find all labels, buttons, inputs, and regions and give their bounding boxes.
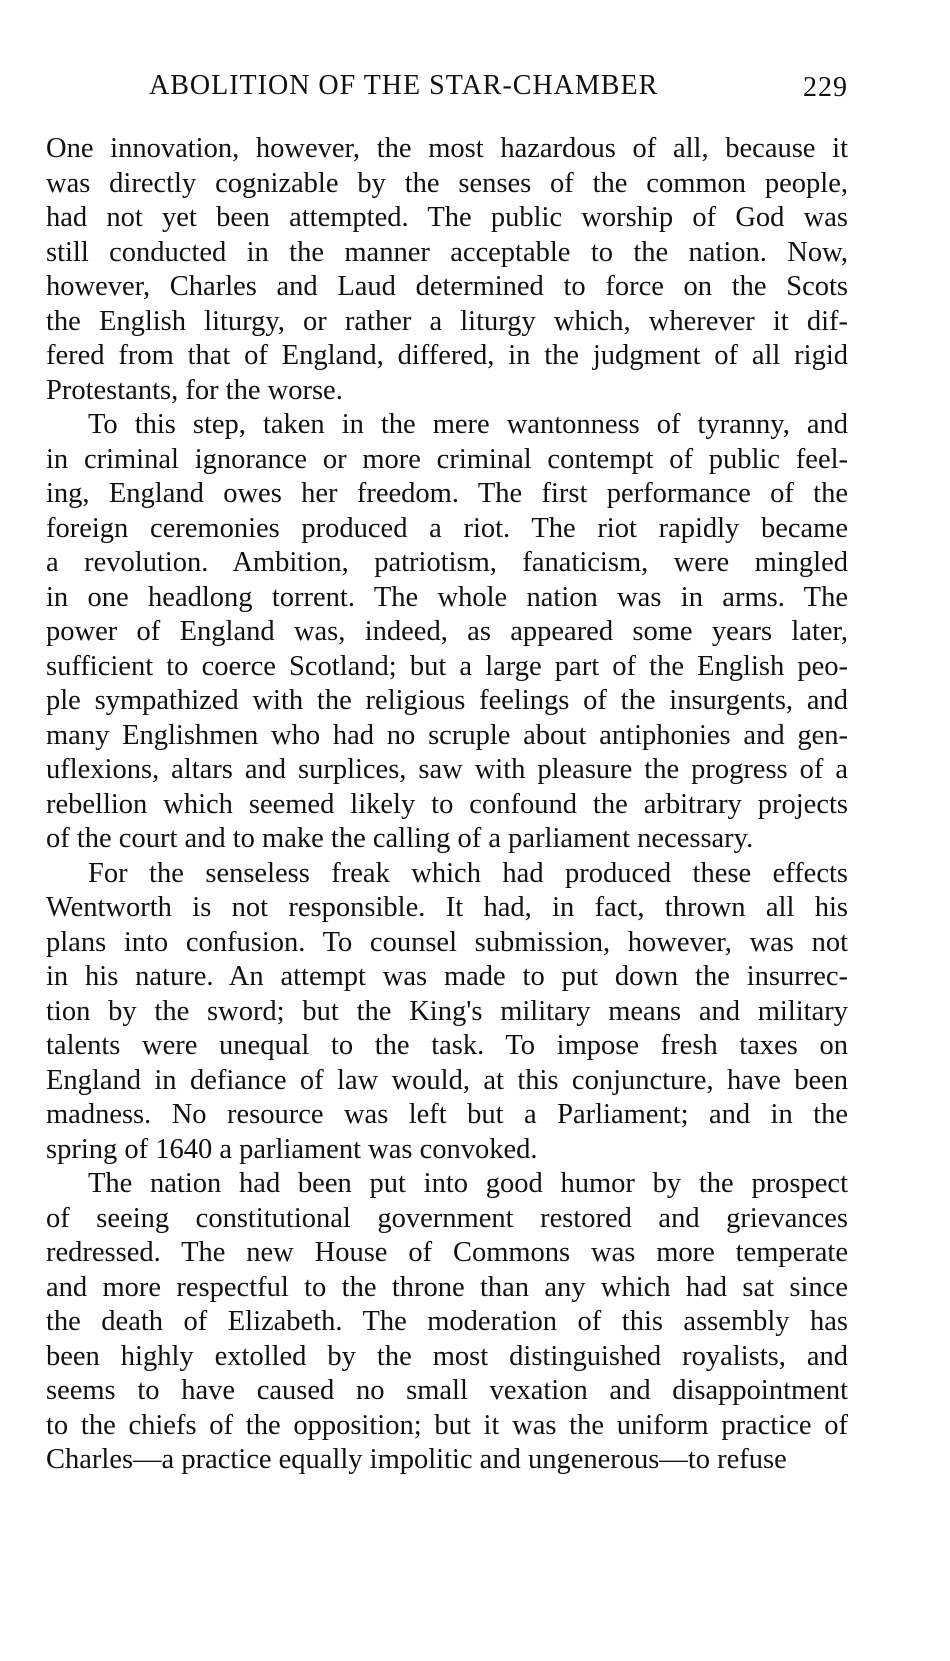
text-line: redressed. The new House of Commons was more temperate <box>46 1237 848 1268</box>
text-line: and more respectful to the throne than any which had sat since <box>46 1271 848 1303</box>
text-line: The nation had been put into good humor by the prospect <box>88 1168 848 1199</box>
paragraph <box>46 132 848 408</box>
text-line: a revolution. Ambition, patriotism, fanaticism, were mingled <box>46 547 848 578</box>
text-line: the English liturgy, or rather a liturgy which, wherever it dif- <box>46 305 848 337</box>
text-line: England in defiance of law would, at this conjuncture, have been <box>46 1064 848 1096</box>
text-line: tion by the sword; but the King's military means and military <box>46 995 848 1027</box>
text-line: of the court and to make the calling of a parliament necessary. <box>46 823 754 854</box>
text-line: however, Charles and Laud determined to force on the Scots <box>46 271 848 302</box>
text-line: For the senseless freak which had produced these effects <box>88 857 848 889</box>
text-line: sufficient to coerce Scotland; but a large part of the English peo- <box>46 650 848 682</box>
text-line: Protestants, for the worse. <box>46 374 343 406</box>
text-line: of seeing constitutional government restored and grievances <box>46 1202 848 1234</box>
text-line: madness. No resource was left but a Parliament; and in the <box>46 1099 848 1130</box>
text-line: spring of 1640 a parliament was convoked. <box>46 1133 538 1165</box>
text-line: the death of Elizabeth. The moderation of this assembly has <box>46 1306 848 1337</box>
paragraph <box>46 1167 848 1478</box>
paragraph <box>46 408 848 857</box>
text-line: rebellion which seemed likely to confound the arbitrary projects <box>46 788 848 820</box>
text-line: To this step, taken in the mere wantonness of tyranny, and <box>88 409 848 440</box>
text-line: to the chiefs of the opposition; but it was the uniform practice of <box>46 1409 848 1441</box>
body-text <box>46 132 848 1478</box>
running-header <box>46 70 848 114</box>
text-line: uflexions, altars and surplices, saw with pleasure the progress of a <box>46 754 848 785</box>
text-line: foreign ceremonies produced a riot. The riot rapidly became <box>46 512 848 544</box>
text-line: in his nature. An attempt was made to put down the insurrec- <box>46 961 848 992</box>
text-line: One innovation, however, the most hazardous of all, because it <box>46 133 848 164</box>
text-line: seems to have caused no small vexation and disappointment <box>46 1375 848 1406</box>
text-line: fered from that of England, differed, in the judgment of all rigid <box>46 340 848 371</box>
text-line: in criminal ignorance or more criminal contempt of public feel- <box>46 443 848 475</box>
text-line: was directly cognizable by the senses of the common people, <box>46 167 848 199</box>
text-line: been highly extolled by the most distinguished royalists, and <box>46 1340 848 1372</box>
text-line: talents were unequal to the task. To impose fresh taxes on <box>46 1030 848 1061</box>
running-title: ABOLITION OF THE STAR-CHAMBER <box>149 70 659 101</box>
text-line: power of England was, indeed, as appeared some years later, <box>46 616 848 647</box>
text-line: ple sympathized with the religious feelings of the insurgents, and <box>46 685 848 716</box>
text-line: Wentworth is not responsible. It had, in fact, thrown all his <box>46 892 848 923</box>
text-line: still conducted in the manner acceptable to the nation. Now, <box>46 236 848 268</box>
text-line: many Englishmen who had no scruple about antiphonies and gen- <box>46 719 848 751</box>
text-line: plans into confusion. To counsel submission, however, was not <box>46 926 848 958</box>
book-page <box>46 70 848 1478</box>
text-line: had not yet been attempted. The public worship of God was <box>46 202 848 233</box>
page-number: 229 <box>803 72 848 103</box>
text-line: ing, England owes her freedom. The first performance of the <box>46 478 848 509</box>
paragraph <box>46 857 848 1168</box>
text-line: in one headlong torrent. The whole nation was in arms. The <box>46 581 848 613</box>
text-line: Charles—a practice equally impolitic and ungenerous—to refuse <box>46 1444 787 1475</box>
